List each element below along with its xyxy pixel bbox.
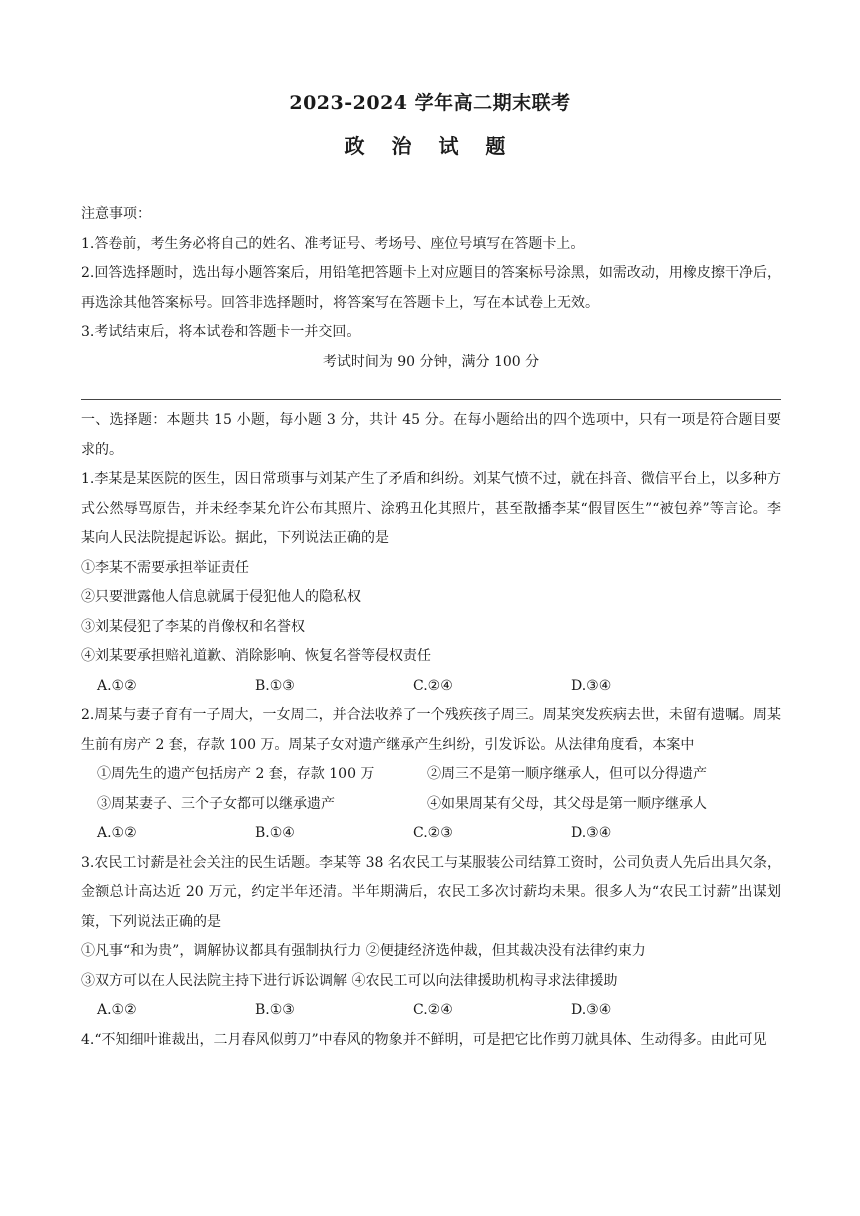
statement: ①李某不需要承担举证责任 bbox=[81, 559, 249, 576]
statement: ②只要泄露他人信息就属于侵犯他人的隐私权 bbox=[81, 589, 361, 605]
question-stem: 2.周某与妻子育有一子周大，一女周二，并合法收养了一个残疾孩子周三。周某突发疾病去世，未留有遗嘱。周某生前有房产 2 套，存款 100 万。周某子女对遗产继承产生纠纷，引发诉讼。从法律角度看，本案中 bbox=[81, 707, 781, 753]
statement: ④刘某要承担赔礼道歉、消除影响、恢复名誉等侵权责任 bbox=[81, 648, 431, 664]
option-d: D.③④ bbox=[571, 677, 612, 694]
option-c: C.②④ bbox=[413, 677, 453, 694]
section-heading: 一、选择题：本题共 15 小题，每小题 3 分，共计 45 分。在每小题给出的四个选项中，只有一项是符合题目要求的。 bbox=[81, 412, 781, 458]
option-a: A.①② bbox=[97, 1002, 137, 1018]
option-d: D.③④ bbox=[571, 1002, 612, 1018]
question-4 bbox=[81, 1026, 781, 1056]
option-d: D.③④ bbox=[571, 825, 612, 841]
option-b: B.①③ bbox=[255, 677, 295, 694]
statement: ①凡事“和为贵”，调解协议都具有强制执行力 ②便捷经济选仲裁，但其裁决没有法律约束力 bbox=[81, 943, 646, 959]
statement: ①周先生的遗产包括房产 2 套，存款 100 万 bbox=[97, 766, 375, 782]
exam-content bbox=[81, 200, 781, 1055]
divider-line bbox=[81, 399, 781, 400]
exam-time-info: 考试时间为 90 分钟，满分 100 分 bbox=[322, 353, 540, 370]
answer-options bbox=[81, 672, 781, 702]
subject-title: 政 治 试 题 bbox=[344, 134, 516, 158]
option-a: A.①② bbox=[97, 677, 137, 694]
question-2 bbox=[81, 701, 781, 849]
option-b: B.①④ bbox=[255, 825, 295, 841]
notice-heading: 注意事项： bbox=[81, 206, 151, 222]
question-3 bbox=[81, 849, 781, 1026]
question-stem: 3.农民工讨薪是社会关注的民生话题。李某等 38 名农民工与某服装公司结算工资时，公司负责人先后出具欠条，金额总计高达近 20 万元，约定半年还清。半年期满后，农民工多次讨薪均未果。很多人为“农民工讨薪”出谋划策，下列说法正确的是 bbox=[81, 854, 781, 930]
question-1 bbox=[81, 465, 781, 701]
question-stem: 4.“不知细叶谁裁出，二月春风似剪刀”中春风的物象并不鲜明，可是把它比作剪刀就具体、生动得多。由此可见 bbox=[81, 1031, 767, 1048]
statement: ④如果周某有父母，其父母是第一顺序继承人 bbox=[427, 795, 707, 812]
statement: ③刘某侵犯了李某的肖像权和名誉权 bbox=[81, 618, 305, 635]
statement: ③双方可以在人民法院主持下进行诉讼调解 ④农民工可以向法律援助机构寻求法律援助 bbox=[81, 972, 618, 989]
exam-title: 2023-2024 学年高二期末联考 bbox=[289, 92, 571, 114]
statement-row bbox=[81, 790, 781, 820]
statement-row bbox=[81, 760, 781, 790]
option-c: C.②④ bbox=[413, 1002, 453, 1018]
notice-item: 1.答卷前，考生务必将自己的姓名、准考证号、考场号、座位号填写在答题卡上。 bbox=[81, 235, 585, 252]
option-b: B.①③ bbox=[255, 1002, 295, 1018]
answer-options bbox=[81, 996, 781, 1026]
answer-options bbox=[81, 819, 781, 849]
option-c: C.②③ bbox=[413, 825, 453, 841]
notice-item: 3.考试结束后，将本试卷和答题卡一并交回。 bbox=[81, 324, 361, 340]
question-stem: 1.李某是某医院的医生，因日常琐事与刘某产生了矛盾和纠纷。刘某气愤不过，就在抖音、微信平台上，以多种方式公然辱骂原告，并未经李某允许公布其照片、涂鸦丑化其照片，甚至散播李某“假冒医生”“被包养”等言论。李某向人民法院提起诉讼。据此，下列说法正确的是 bbox=[81, 471, 781, 546]
statement: ②周三不是第一顺序继承人，但可以分得遗产 bbox=[427, 766, 707, 782]
notice-item: 2.回答选择题时，选出每小题答案后，用铅笔把答题卡上对应题目的答案标号涂黑，如需改动，用橡皮擦干净后，再选涂其他答案标号。回答非选择题时，将答案写在答题卡上，写在本试卷上无效。 bbox=[81, 265, 781, 311]
statement: ③周某妻子、三个子女都可以继承遗产 bbox=[97, 795, 335, 812]
option-a: A.①② bbox=[97, 825, 137, 841]
